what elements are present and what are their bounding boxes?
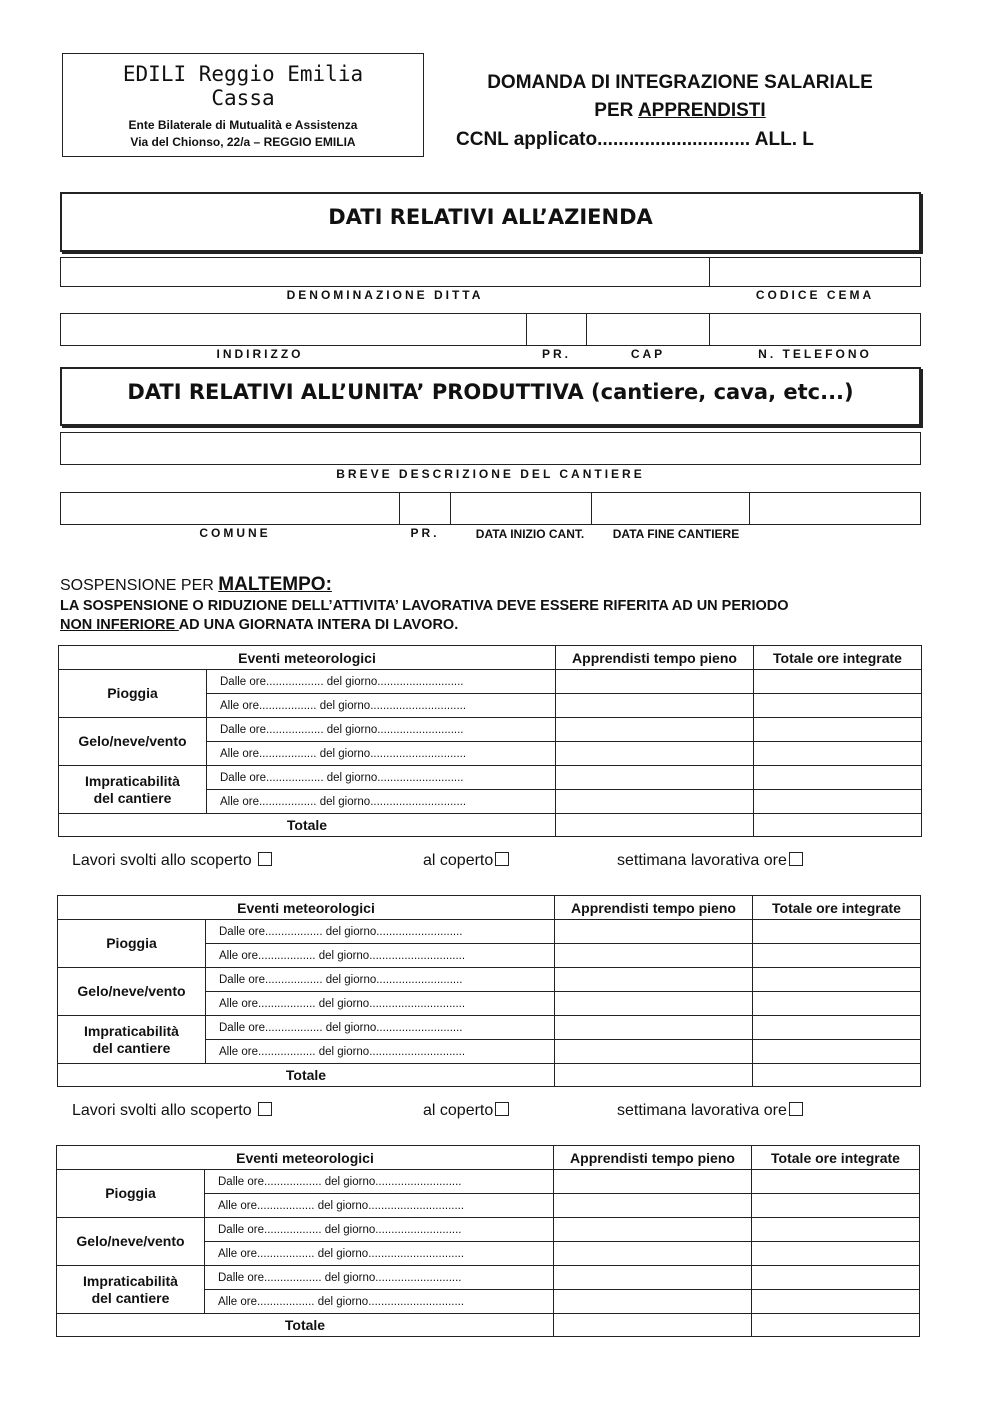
section-azienda-title: DATI RELATIVI ALL’AZIENDA [328, 205, 653, 229]
settimana-group [617, 1102, 803, 1120]
ente-address: Via del Chionso, 22/a – REGGIO EMILIA [130, 135, 356, 149]
slot-dalle[interactable]: Dalle ore.................. del giorno........................... [207, 670, 556, 694]
eventi-table-2 [57, 895, 921, 1087]
slot-alle[interactable]: Alle ore.................. del giorno.............................. [207, 742, 556, 766]
cell-apprendisti[interactable] [556, 694, 754, 718]
slot-dalle[interactable]: Dalle ore.................. del giorno........................... [206, 1016, 555, 1040]
settimana-group [617, 852, 803, 870]
section-azienda [60, 192, 921, 252]
rule-line1: LA SOSPENSIONE O RIDUZIONE DELL’ATTIVITA’ LAVORATIVA DEVE ESSERE RIFERITA AD UN PERIODO [60, 598, 789, 614]
telefono-label: N. TELEFONO [758, 347, 872, 361]
header-totale-ore: Totale ore integrate [753, 896, 921, 920]
comune-label: COMUNE [199, 526, 271, 540]
cell-totale[interactable] [754, 670, 922, 694]
ccnl-line: CCNL applicato............................. ALL. L [456, 129, 814, 150]
header-apprendisti: Apprendisti tempo pieno [555, 896, 753, 920]
codice-cema-field[interactable] [709, 257, 921, 287]
pr-field[interactable] [526, 313, 587, 346]
cell-totale-totale[interactable] [753, 1064, 921, 1087]
coperto-label: al coperto [423, 852, 494, 869]
cat-impraticabilita-line1: Impraticabilità [84, 1022, 179, 1039]
maltempo-label: MALTEMPO: [218, 574, 332, 595]
cat-impraticabilita-line2: del cantiere [93, 789, 172, 806]
cell-totale[interactable] [754, 742, 922, 766]
scoperto-checkbox[interactable] [258, 852, 272, 866]
header-eventi: Eventi meteorologici [57, 1146, 554, 1170]
slot-dalle[interactable]: Dalle ore.................. del giorno........................... [206, 968, 555, 992]
coperto-checkbox[interactable] [495, 852, 509, 866]
cell-apprendisti[interactable] [555, 944, 753, 968]
extra-field[interactable] [749, 492, 921, 525]
sospensione-prefix: SOSPENSIONE PER [60, 577, 219, 594]
cell-totale[interactable] [753, 992, 921, 1016]
cantiere-pr-label: PR. [410, 526, 440, 540]
cap-label: CAP [630, 347, 666, 361]
cell-apprendisti[interactable] [556, 742, 754, 766]
title-apprendisti: APPRENDISTI [637, 100, 766, 121]
coperto-checkbox[interactable] [495, 1102, 509, 1116]
cat-impraticabilita-line2: del cantiere [91, 1289, 170, 1306]
data-fine-field[interactable] [591, 492, 750, 525]
data-fine-label: DATA FINE CANTIERE [612, 527, 740, 541]
totale-label: Totale [59, 814, 556, 837]
cap-field[interactable] [586, 313, 710, 346]
totale-label: Totale [57, 1314, 554, 1337]
descrizione-cantiere-field[interactable] [60, 432, 921, 465]
settimana-checkbox[interactable] [789, 852, 803, 866]
slot-alle[interactable]: Alle ore.................. del giorno.............................. [207, 790, 556, 814]
codice-cema-label: CODICE CEMA [755, 288, 875, 302]
rule-rest: AD UNA GIORNATA INTERA DI LAVORO. [178, 617, 459, 633]
section-unita-title: DATI RELATIVI ALL’UNITA’ PRODUTTIVA (cantiere, cava, etc...) [127, 380, 854, 404]
cell-apprendisti[interactable] [554, 1218, 752, 1242]
cantiere-pr-field[interactable] [399, 492, 451, 525]
cell-apprendisti-totale[interactable] [556, 814, 754, 837]
cell-apprendisti[interactable] [554, 1194, 752, 1218]
totale-label: Totale [58, 1064, 555, 1087]
cell-apprendisti-totale[interactable] [555, 1064, 753, 1087]
cat-impraticabilita [57, 1266, 205, 1314]
cat-pioggia: Pioggia [57, 1170, 205, 1218]
cat-pioggia: Pioggia [58, 920, 206, 968]
logo-box [62, 53, 424, 157]
section-unita [60, 367, 921, 426]
header-eventi: Eventi meteorologici [58, 896, 555, 920]
cell-apprendisti[interactable] [556, 766, 754, 790]
cell-apprendisti[interactable] [554, 1242, 752, 1266]
cat-impraticabilita [59, 766, 207, 814]
logo-subtitle: Cassa [211, 86, 275, 110]
telefono-field[interactable] [709, 313, 921, 346]
cell-totale[interactable] [752, 1290, 920, 1314]
cell-apprendisti[interactable] [555, 992, 753, 1016]
cell-totale[interactable] [752, 1242, 920, 1266]
eventi-table-1 [58, 645, 922, 837]
data-inizio-field[interactable] [450, 492, 592, 525]
slot-alle[interactable]: Alle ore.................. del giorno.............................. [205, 1194, 554, 1218]
coperto-label: al coperto [423, 1102, 494, 1119]
slot-dalle[interactable]: Dalle ore.................. del giorno........................... [206, 920, 555, 944]
settimana-label: settimana lavorativa ore [617, 1102, 787, 1119]
header-apprendisti: Apprendisti tempo pieno [554, 1146, 752, 1170]
form-title-line2 [440, 100, 920, 122]
cell-apprendisti-totale[interactable] [554, 1314, 752, 1337]
lavori-row-1 [72, 852, 872, 870]
cat-impraticabilita [58, 1016, 206, 1064]
slot-alle[interactable]: Alle ore.................. del giorno.............................. [207, 694, 556, 718]
cell-totale[interactable] [753, 920, 921, 944]
slot-alle[interactable]: Alle ore.................. del giorno.............................. [206, 1040, 555, 1064]
cell-totale[interactable] [752, 1170, 920, 1194]
slot-alle[interactable]: Alle ore.................. del giorno.............................. [205, 1242, 554, 1266]
slot-alle[interactable]: Alle ore.................. del giorno.............................. [206, 944, 555, 968]
cat-gelo-neve-vento: Gelo/neve/vento [59, 718, 207, 766]
pr-label: PR. [541, 347, 571, 361]
cell-apprendisti[interactable] [555, 920, 753, 944]
cat-impraticabilita-line1: Impraticabilità [85, 772, 180, 789]
slot-dalle[interactable]: Dalle ore.................. del giorno........................... [207, 766, 556, 790]
cat-impraticabilita-line1: Impraticabilità [83, 1272, 178, 1289]
cell-totale[interactable] [753, 968, 921, 992]
cell-totale[interactable] [752, 1218, 920, 1242]
header-eventi: Eventi meteorologici [59, 646, 556, 670]
cell-totale[interactable] [754, 718, 922, 742]
scoperto-label: Lavori svolti allo scoperto [72, 852, 252, 869]
header-apprendisti: Apprendisti tempo pieno [556, 646, 754, 670]
denominazione-field[interactable] [60, 257, 710, 287]
settimana-checkbox[interactable] [789, 1102, 803, 1116]
scoperto-checkbox[interactable] [258, 1102, 272, 1116]
slot-alle[interactable]: Alle ore.................. del giorno.............................. [206, 992, 555, 1016]
slot-alle[interactable]: Alle ore.................. del giorno.............................. [205, 1290, 554, 1314]
slot-dalle[interactable]: Dalle ore.................. del giorno........................... [205, 1218, 554, 1242]
cell-apprendisti[interactable] [554, 1266, 752, 1290]
lavori-row-2 [72, 1102, 872, 1120]
cell-totale[interactable] [753, 1016, 921, 1040]
title-prefix: PER [594, 100, 638, 121]
cell-totale[interactable] [752, 1266, 920, 1290]
slot-dalle[interactable]: Dalle ore.................. del giorno........................... [207, 718, 556, 742]
settimana-label: settimana lavorativa ore [617, 852, 787, 869]
cat-pioggia: Pioggia [59, 670, 207, 718]
cell-totale-totale[interactable] [754, 814, 922, 837]
comune-field[interactable] [60, 492, 400, 525]
cell-apprendisti[interactable] [555, 968, 753, 992]
descrizione-cantiere-label: BREVE DESCRIZIONE DEL CANTIERE [336, 467, 645, 481]
cell-apprendisti[interactable] [555, 1040, 753, 1064]
slot-dalle[interactable]: Dalle ore.................. del giorno........................... [205, 1170, 554, 1194]
cell-apprendisti[interactable] [556, 670, 754, 694]
cell-apprendisti[interactable] [556, 790, 754, 814]
cell-totale[interactable] [752, 1194, 920, 1218]
cell-totale[interactable] [754, 766, 922, 790]
header-totale-ore: Totale ore integrate [752, 1146, 920, 1170]
indirizzo-label: INDIRIZZO [216, 347, 304, 361]
denominazione-label: DENOMINAZIONE DITTA [286, 288, 484, 302]
cell-apprendisti[interactable] [554, 1170, 752, 1194]
slot-dalle[interactable]: Dalle ore.................. del giorno........................... [205, 1266, 554, 1290]
cell-totale[interactable] [754, 790, 922, 814]
rule-line2 [60, 617, 458, 633]
cat-gelo-neve-vento: Gelo/neve/vento [57, 1218, 205, 1266]
header-totale-ore: Totale ore integrate [754, 646, 922, 670]
cell-totale[interactable] [754, 694, 922, 718]
coperto-group [423, 1102, 509, 1120]
scoperto-label: Lavori svolti allo scoperto [72, 1102, 252, 1119]
form-title-line1: DOMANDA DI INTEGRAZIONE SALARIALE [487, 72, 873, 93]
cat-impraticabilita-line2: del cantiere [92, 1039, 171, 1056]
indirizzo-field[interactable] [60, 313, 527, 346]
cell-apprendisti[interactable] [555, 1016, 753, 1040]
rule-underlined: NON INFERIORE [60, 617, 179, 633]
data-inizio-label: DATA INIZIO CANT. [475, 527, 585, 541]
eventi-table-3 [56, 1145, 920, 1337]
coperto-group [423, 852, 509, 870]
cell-totale-totale[interactable] [752, 1314, 920, 1337]
cell-apprendisti[interactable] [556, 718, 754, 742]
cell-apprendisti[interactable] [554, 1290, 752, 1314]
ente-name: Ente Bilaterale di Mutualità e Assistenza [128, 118, 358, 132]
cell-totale[interactable] [753, 1040, 921, 1064]
logo-title: EDILI Reggio Emilia [122, 62, 364, 86]
sospensione-heading [60, 574, 332, 596]
cat-gelo-neve-vento: Gelo/neve/vento [58, 968, 206, 1016]
cell-totale[interactable] [753, 944, 921, 968]
